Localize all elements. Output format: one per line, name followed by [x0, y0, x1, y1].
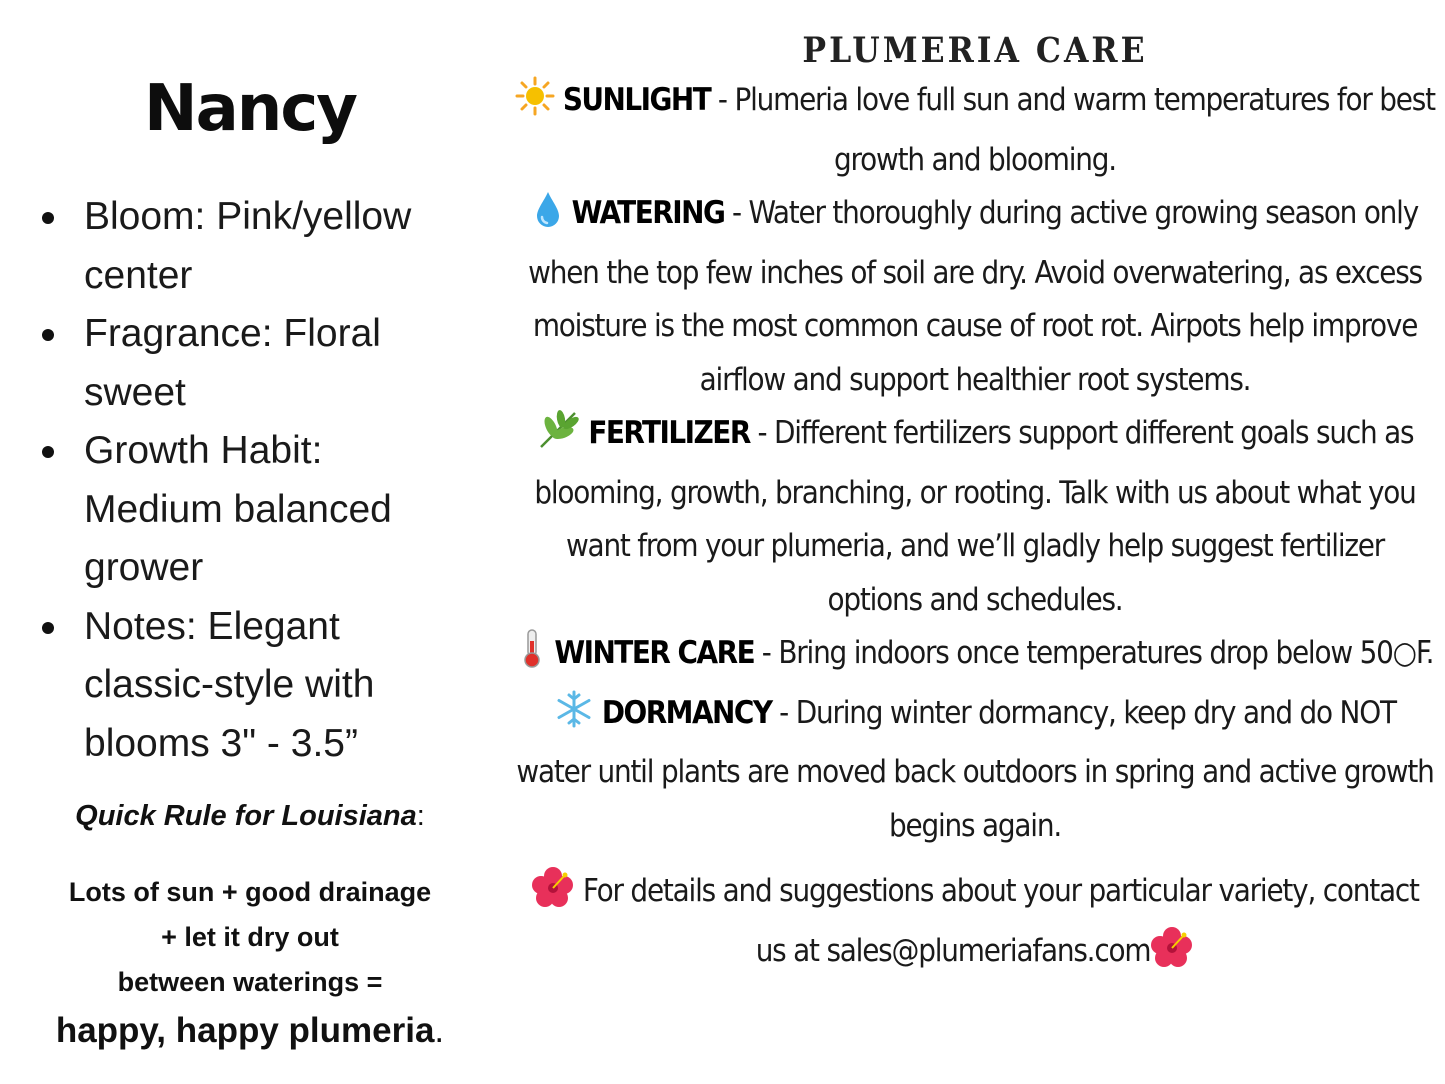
- bullet-icon: [42, 446, 54, 458]
- rule-end: .: [434, 1011, 445, 1050]
- snowflake-icon: [554, 689, 594, 747]
- care-title: PLUMERIA CARE: [802, 30, 1148, 71]
- list-item: [40, 305, 470, 422]
- contact-note: [515, 865, 1435, 984]
- care-label: DORMANCY: [601, 694, 772, 731]
- contact-text: For details and suggestions about your particular variety, contact us at: [582, 873, 1419, 969]
- rule-line: + let it dry out: [161, 922, 339, 952]
- trait-list: [40, 188, 470, 773]
- care-text: - Water thoroughly during active growing season only when the top few inches of soil are dry. Avoid overwatering, as excess moisture is the most common cause of root rot. Airpots help improve airflow and support healthier root systems.: [528, 195, 1422, 398]
- care-label: WINTER CARE: [554, 635, 755, 671]
- rule-line: Lots of sun + good drainage: [68, 877, 432, 907]
- thermometer-icon: [517, 627, 547, 687]
- care-section-dormancy: [515, 687, 1435, 854]
- rule-emphasis: happy, happy plumeria: [55, 1011, 435, 1050]
- quick-rule-title: Quick Rule for Louisiana: [75, 800, 417, 832]
- care-text: - Different fertilizers support different goals such as blooming, growth, branching, or rooting. Talk with us about what you want from your plumeria, and we’ll gladly help suggest fertilizer options and schedules.: [534, 415, 1416, 618]
- care-section-winter-care: [515, 627, 1435, 687]
- variety-card: [0, 0, 500, 1084]
- list-item: [40, 422, 470, 598]
- leaf-icon: [537, 409, 581, 467]
- quick-rule-text: [0, 870, 500, 1057]
- care-section-sunlight: [515, 74, 1435, 187]
- variety-name: Nancy: [144, 72, 356, 146]
- rule-line: between waterings =: [117, 967, 383, 997]
- care-section-watering: [515, 187, 1435, 407]
- quick-rule-heading: [0, 800, 500, 833]
- quick-rule-colon: :: [416, 800, 425, 832]
- trait-text: Notes: Elegant classic-style with blooms 3" - 3.5”: [84, 604, 375, 765]
- water-drop-icon: [532, 189, 564, 247]
- list-item: [40, 598, 470, 774]
- care-panel: [515, 0, 1435, 1084]
- contact-email[interactable]: sales@plumeriafans.com: [826, 932, 1151, 969]
- hibiscus-icon: [531, 867, 575, 925]
- list-item: [40, 188, 470, 305]
- trait-text: Bloom: Pink/yellow center: [84, 195, 412, 297]
- bullet-icon: [42, 329, 54, 341]
- bullet-icon: [42, 212, 54, 224]
- care-label: WATERING: [571, 195, 725, 231]
- care-label: FERTILIZER: [588, 415, 750, 451]
- hibiscus-icon: [1150, 927, 1194, 985]
- rule-line-emphasis: [0, 1005, 500, 1057]
- care-text: - Bring indoors once temperatures drop below 50○F.: [754, 635, 1434, 671]
- bullet-icon: [42, 622, 54, 634]
- care-text: - Plumeria love full sun and warm temperatures for best growth and blooming.: [710, 82, 1435, 178]
- trait-text: Fragrance: Floral sweet: [84, 312, 381, 414]
- trait-text: Growth Habit: Medium balanced grower: [84, 429, 392, 589]
- care-text: - During winter dormancy, keep dry and do NOT water until plants are moved back outdoors in spring and active growth begins again.: [516, 694, 1434, 844]
- care-section-fertilizer: [515, 407, 1435, 627]
- sun-icon: [515, 76, 555, 134]
- care-body: [515, 74, 1435, 984]
- care-label: SUNLIGHT: [562, 82, 711, 118]
